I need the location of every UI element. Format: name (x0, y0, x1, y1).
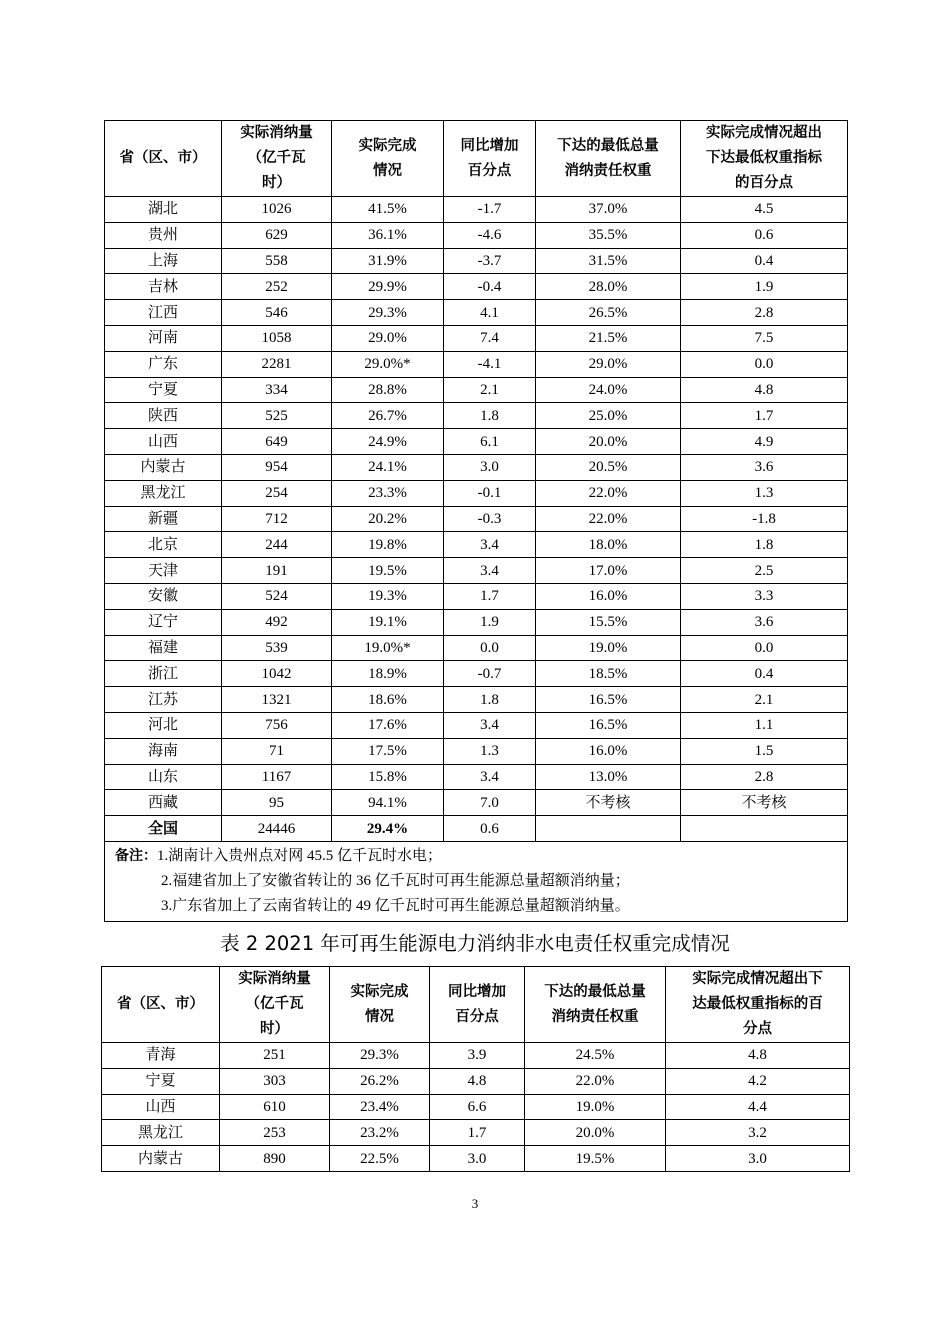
table-cell: 649 (222, 429, 332, 455)
table-cell: 25.0% (536, 403, 681, 429)
table-cell: 1.5 (681, 738, 848, 764)
table-1-total-row (105, 816, 848, 842)
header-minimum-weight: 下达的最低总量 消纳责任权重 (525, 967, 666, 1043)
table-cell: 青海 (102, 1043, 220, 1069)
table-cell: 4.5 (681, 197, 848, 223)
table-cell: 广东 (105, 351, 222, 377)
table-cell: 19.0% (525, 1094, 666, 1120)
table-cell: 0.0 (681, 351, 848, 377)
table-cell: 0.4 (681, 661, 848, 687)
table-cell: 37.0% (536, 197, 681, 223)
table-cell: 21.5% (536, 325, 681, 351)
table-cell: -1.8 (681, 506, 848, 532)
header-province: 省（区、市） (105, 121, 222, 197)
table-cell: 山西 (105, 429, 222, 455)
table-cell: 江苏 (105, 687, 222, 713)
table-cell: 6.1 (444, 429, 536, 455)
table-cell: 3.4 (444, 532, 536, 558)
table-2 (101, 966, 850, 1172)
table-cell: 1.8 (444, 687, 536, 713)
table-1-notes-row (105, 841, 848, 921)
table-cell: 29.0%* (332, 351, 444, 377)
table-cell: 2281 (222, 351, 332, 377)
table-cell: 4.1 (444, 300, 536, 326)
table-cell: 712 (222, 506, 332, 532)
table-cell: 26.5% (536, 300, 681, 326)
table-cell: 0.6 (681, 222, 848, 248)
note-1 (115, 844, 839, 869)
total-yoy: 0.6 (444, 816, 536, 842)
table-row (105, 403, 848, 429)
table-cell: 3.0 (444, 454, 536, 480)
table-cell: 29.3% (330, 1043, 430, 1069)
table-cell: 244 (222, 532, 332, 558)
table-cell: 内蒙古 (102, 1146, 220, 1172)
table-cell: 191 (222, 558, 332, 584)
total-completion: 29.4% (332, 816, 444, 842)
table-row (105, 454, 848, 480)
table-cell: 3.0 (430, 1146, 525, 1172)
total-exceed (681, 816, 848, 842)
table-cell: 黑龙江 (102, 1120, 220, 1146)
table-cell: 29.3% (332, 300, 444, 326)
table-cell: 303 (220, 1068, 330, 1094)
header-actual-consumption: 实际消纳量 （亿千瓦 时） (222, 121, 332, 197)
header-yoy-increase: 同比增加 百分点 (430, 967, 525, 1043)
header-actual-completion: 实际完成 情况 (330, 967, 430, 1043)
table-row (105, 300, 848, 326)
table-cell: 内蒙古 (105, 454, 222, 480)
table-cell: 253 (220, 1120, 330, 1146)
table-cell: 海南 (105, 738, 222, 764)
table-cell: 334 (222, 377, 332, 403)
table-cell: 1.9 (444, 609, 536, 635)
table-cell: 24.0% (536, 377, 681, 403)
table-cell: 3.4 (444, 558, 536, 584)
table-cell: 4.8 (430, 1068, 525, 1094)
table-cell: 22.0% (536, 480, 681, 506)
table-row (105, 764, 848, 790)
table-cell: 江西 (105, 300, 222, 326)
table-cell: 16.5% (536, 687, 681, 713)
table-1 (104, 120, 848, 922)
page-number: 3 (471, 1196, 479, 1211)
notes-cell (105, 841, 848, 921)
table-cell: 29.9% (332, 274, 444, 300)
table-cell: 22.0% (525, 1068, 666, 1094)
table-cell: 辽宁 (105, 609, 222, 635)
table-cell: 3.4 (444, 712, 536, 738)
table-cell: 16.5% (536, 712, 681, 738)
table-cell: 20.2% (332, 506, 444, 532)
table-cell: -3.7 (444, 248, 536, 274)
header-exceed-points: 实际完成情况超出 下达最低权重指标 的百分点 (681, 121, 848, 197)
table-cell: 1.7 (430, 1120, 525, 1146)
total-weight (536, 816, 681, 842)
table-cell: -0.4 (444, 274, 536, 300)
table-cell: -4.6 (444, 222, 536, 248)
table-cell: 1058 (222, 325, 332, 351)
table-cell: 天津 (105, 558, 222, 584)
table-cell: 4.9 (681, 429, 848, 455)
table-cell: 26.2% (330, 1068, 430, 1094)
table-cell: 15.8% (332, 764, 444, 790)
table-cell: 4.2 (666, 1068, 850, 1094)
table-cell: 北京 (105, 532, 222, 558)
table-cell: 3.6 (681, 609, 848, 635)
table-cell: 19.5% (525, 1146, 666, 1172)
header-yoy-increase: 同比增加 百分点 (444, 121, 536, 197)
table-cell: 251 (220, 1043, 330, 1069)
table-cell: 1.7 (444, 583, 536, 609)
table-cell: 3.9 (430, 1043, 525, 1069)
table-cell: 19.0% (536, 635, 681, 661)
table-cell: 吉林 (105, 274, 222, 300)
table-cell: 13.0% (536, 764, 681, 790)
table-cell: 不考核 (681, 790, 848, 816)
table-cell: 上海 (105, 248, 222, 274)
table-cell: 1.1 (681, 712, 848, 738)
table-cell: 525 (222, 403, 332, 429)
table-cell: 17.5% (332, 738, 444, 764)
table-row (105, 558, 848, 584)
table-row (105, 197, 848, 223)
table-cell: 1.3 (444, 738, 536, 764)
table-row (105, 274, 848, 300)
table-row (105, 609, 848, 635)
table-cell: -0.7 (444, 661, 536, 687)
table-cell: 0.0 (681, 635, 848, 661)
table-cell: 35.5% (536, 222, 681, 248)
table-cell: 山东 (105, 764, 222, 790)
table-cell: 23.4% (330, 1094, 430, 1120)
table-cell: 2.8 (681, 764, 848, 790)
table-row (105, 377, 848, 403)
table-row (105, 248, 848, 274)
table-row (102, 1094, 850, 1120)
table-1-body (105, 197, 848, 816)
table-cell: 不考核 (536, 790, 681, 816)
table-cell: 524 (222, 583, 332, 609)
table-row (105, 532, 848, 558)
table-cell: 4.4 (666, 1094, 850, 1120)
table-cell: -0.1 (444, 480, 536, 506)
table-cell: -1.7 (444, 197, 536, 223)
table-cell: 954 (222, 454, 332, 480)
table-cell: 1.3 (681, 480, 848, 506)
table-cell: 24.9% (332, 429, 444, 455)
table-cell: 24.5% (525, 1043, 666, 1069)
table-row (105, 712, 848, 738)
table-cell: 41.5% (332, 197, 444, 223)
table-cell: 254 (222, 480, 332, 506)
table-row (105, 790, 848, 816)
table-cell: 24.1% (332, 454, 444, 480)
table-cell: 湖北 (105, 197, 222, 223)
table-row (105, 687, 848, 713)
table-cell: 17.6% (332, 712, 444, 738)
table-cell: 7.0 (444, 790, 536, 816)
table-cell: 29.0% (536, 351, 681, 377)
table-row (105, 635, 848, 661)
table-cell: 2.1 (681, 687, 848, 713)
table-cell: 福建 (105, 635, 222, 661)
header-minimum-weight: 下达的最低总量 消纳责任权重 (536, 121, 681, 197)
table-1-header-row (105, 121, 848, 197)
table-cell: 新疆 (105, 506, 222, 532)
table-cell: 2.8 (681, 300, 848, 326)
table-2-header-row (102, 967, 850, 1043)
table-cell: 18.0% (536, 532, 681, 558)
table-cell: 2.1 (444, 377, 536, 403)
table-cell: 26.7% (332, 403, 444, 429)
table-cell: 610 (220, 1094, 330, 1120)
table-cell: 16.0% (536, 583, 681, 609)
table-cell: 河南 (105, 325, 222, 351)
table-cell: 95 (222, 790, 332, 816)
table-cell: 492 (222, 609, 332, 635)
table-cell: 18.6% (332, 687, 444, 713)
table-cell: 28.8% (332, 377, 444, 403)
table-cell: 20.5% (536, 454, 681, 480)
table-cell: 黑龙江 (105, 480, 222, 506)
table-cell: 山西 (102, 1094, 220, 1120)
table-cell: 1042 (222, 661, 332, 687)
table-cell: 19.0%* (332, 635, 444, 661)
table-cell: 7.4 (444, 325, 536, 351)
table-cell: 宁夏 (105, 377, 222, 403)
table-cell: 0.0 (444, 635, 536, 661)
table-2-body (102, 1043, 850, 1172)
table-row (105, 738, 848, 764)
table-cell: 1321 (222, 687, 332, 713)
table-cell: 16.0% (536, 738, 681, 764)
header-province: 省（区、市） (102, 967, 220, 1043)
table-cell: 贵州 (105, 222, 222, 248)
table-cell: 558 (222, 248, 332, 274)
table-cell: 23.2% (330, 1120, 430, 1146)
table-cell: 17.0% (536, 558, 681, 584)
table-row (102, 1146, 850, 1172)
table-row (105, 661, 848, 687)
table-row (105, 583, 848, 609)
table-cell: 36.1% (332, 222, 444, 248)
table-cell: 3.3 (681, 583, 848, 609)
table-cell: 1167 (222, 764, 332, 790)
table-cell: 15.5% (536, 609, 681, 635)
table-cell: 西藏 (105, 790, 222, 816)
table-cell: 22.5% (330, 1146, 430, 1172)
table-cell: 756 (222, 712, 332, 738)
table-cell: 19.1% (332, 609, 444, 635)
table-cell: 22.0% (536, 506, 681, 532)
table-cell: 0.4 (681, 248, 848, 274)
table-cell: 1026 (222, 197, 332, 223)
table-cell: 3.6 (681, 454, 848, 480)
table-cell: 浙江 (105, 661, 222, 687)
header-exceed-points: 实际完成情况超出下 达最低权重指标的百 分点 (666, 967, 850, 1043)
table-cell: 1.7 (681, 403, 848, 429)
table-2-title: 表 2 2021 年可再生能源电力消纳非水电责任权重完成情况 (220, 932, 730, 955)
notes-label: 备注： (115, 847, 157, 864)
header-actual-consumption: 实际消纳量 （亿千瓦 时） (220, 967, 330, 1043)
table-cell: 18.5% (536, 661, 681, 687)
table-row (102, 1068, 850, 1094)
table-cell: 629 (222, 222, 332, 248)
table-cell: 29.0% (332, 325, 444, 351)
table-cell: 94.1% (332, 790, 444, 816)
table-cell: 19.3% (332, 583, 444, 609)
table-cell: -0.3 (444, 506, 536, 532)
table-cell: 20.0% (536, 429, 681, 455)
table-row (105, 222, 848, 248)
table-cell: 23.3% (332, 480, 444, 506)
table-cell: 4.8 (666, 1043, 850, 1069)
table-cell: 3.2 (666, 1120, 850, 1146)
table-cell: 28.0% (536, 274, 681, 300)
table-row (105, 480, 848, 506)
header-actual-completion: 实际完成 情况 (332, 121, 444, 197)
total-consumption: 24446 (222, 816, 332, 842)
table-cell: 31.9% (332, 248, 444, 274)
table-cell: 1.9 (681, 274, 848, 300)
table-cell: 3.4 (444, 764, 536, 790)
total-label: 全国 (105, 816, 222, 842)
table-cell: 31.5% (536, 248, 681, 274)
table-cell: 19.5% (332, 558, 444, 584)
table-cell: 18.9% (332, 661, 444, 687)
table-cell: 河北 (105, 712, 222, 738)
table-cell: 71 (222, 738, 332, 764)
note-2: 2.福建省加上了安徽省转让的 36 亿千瓦时可再生能源总量超额消纳量； (161, 872, 630, 889)
table-cell: 陕西 (105, 403, 222, 429)
note-3: 3.广东省加上了云南省转让的 49 亿千瓦时可再生能源总量超额消纳量。 (161, 897, 630, 914)
table-cell: 1.8 (444, 403, 536, 429)
table-cell: 1.8 (681, 532, 848, 558)
table-cell: 4.8 (681, 377, 848, 403)
table-cell: 19.8% (332, 532, 444, 558)
table-row (105, 351, 848, 377)
table-cell: 安徽 (105, 583, 222, 609)
table-cell: 6.6 (430, 1094, 525, 1120)
table-cell: 539 (222, 635, 332, 661)
table-row (102, 1120, 850, 1146)
table-cell: 2.5 (681, 558, 848, 584)
table-cell: 宁夏 (102, 1068, 220, 1094)
table-row (105, 429, 848, 455)
table-cell: -4.1 (444, 351, 536, 377)
table-cell: 546 (222, 300, 332, 326)
table-row (102, 1043, 850, 1069)
table-cell: 3.0 (666, 1146, 850, 1172)
table-row (105, 506, 848, 532)
table-cell: 890 (220, 1146, 330, 1172)
note-1-text: 1.湖南计入贵州点对网 45.5 亿千瓦时水电； (157, 847, 443, 864)
table-cell: 7.5 (681, 325, 848, 351)
table-row (105, 325, 848, 351)
table-cell: 252 (222, 274, 332, 300)
table-cell: 20.0% (525, 1120, 666, 1146)
